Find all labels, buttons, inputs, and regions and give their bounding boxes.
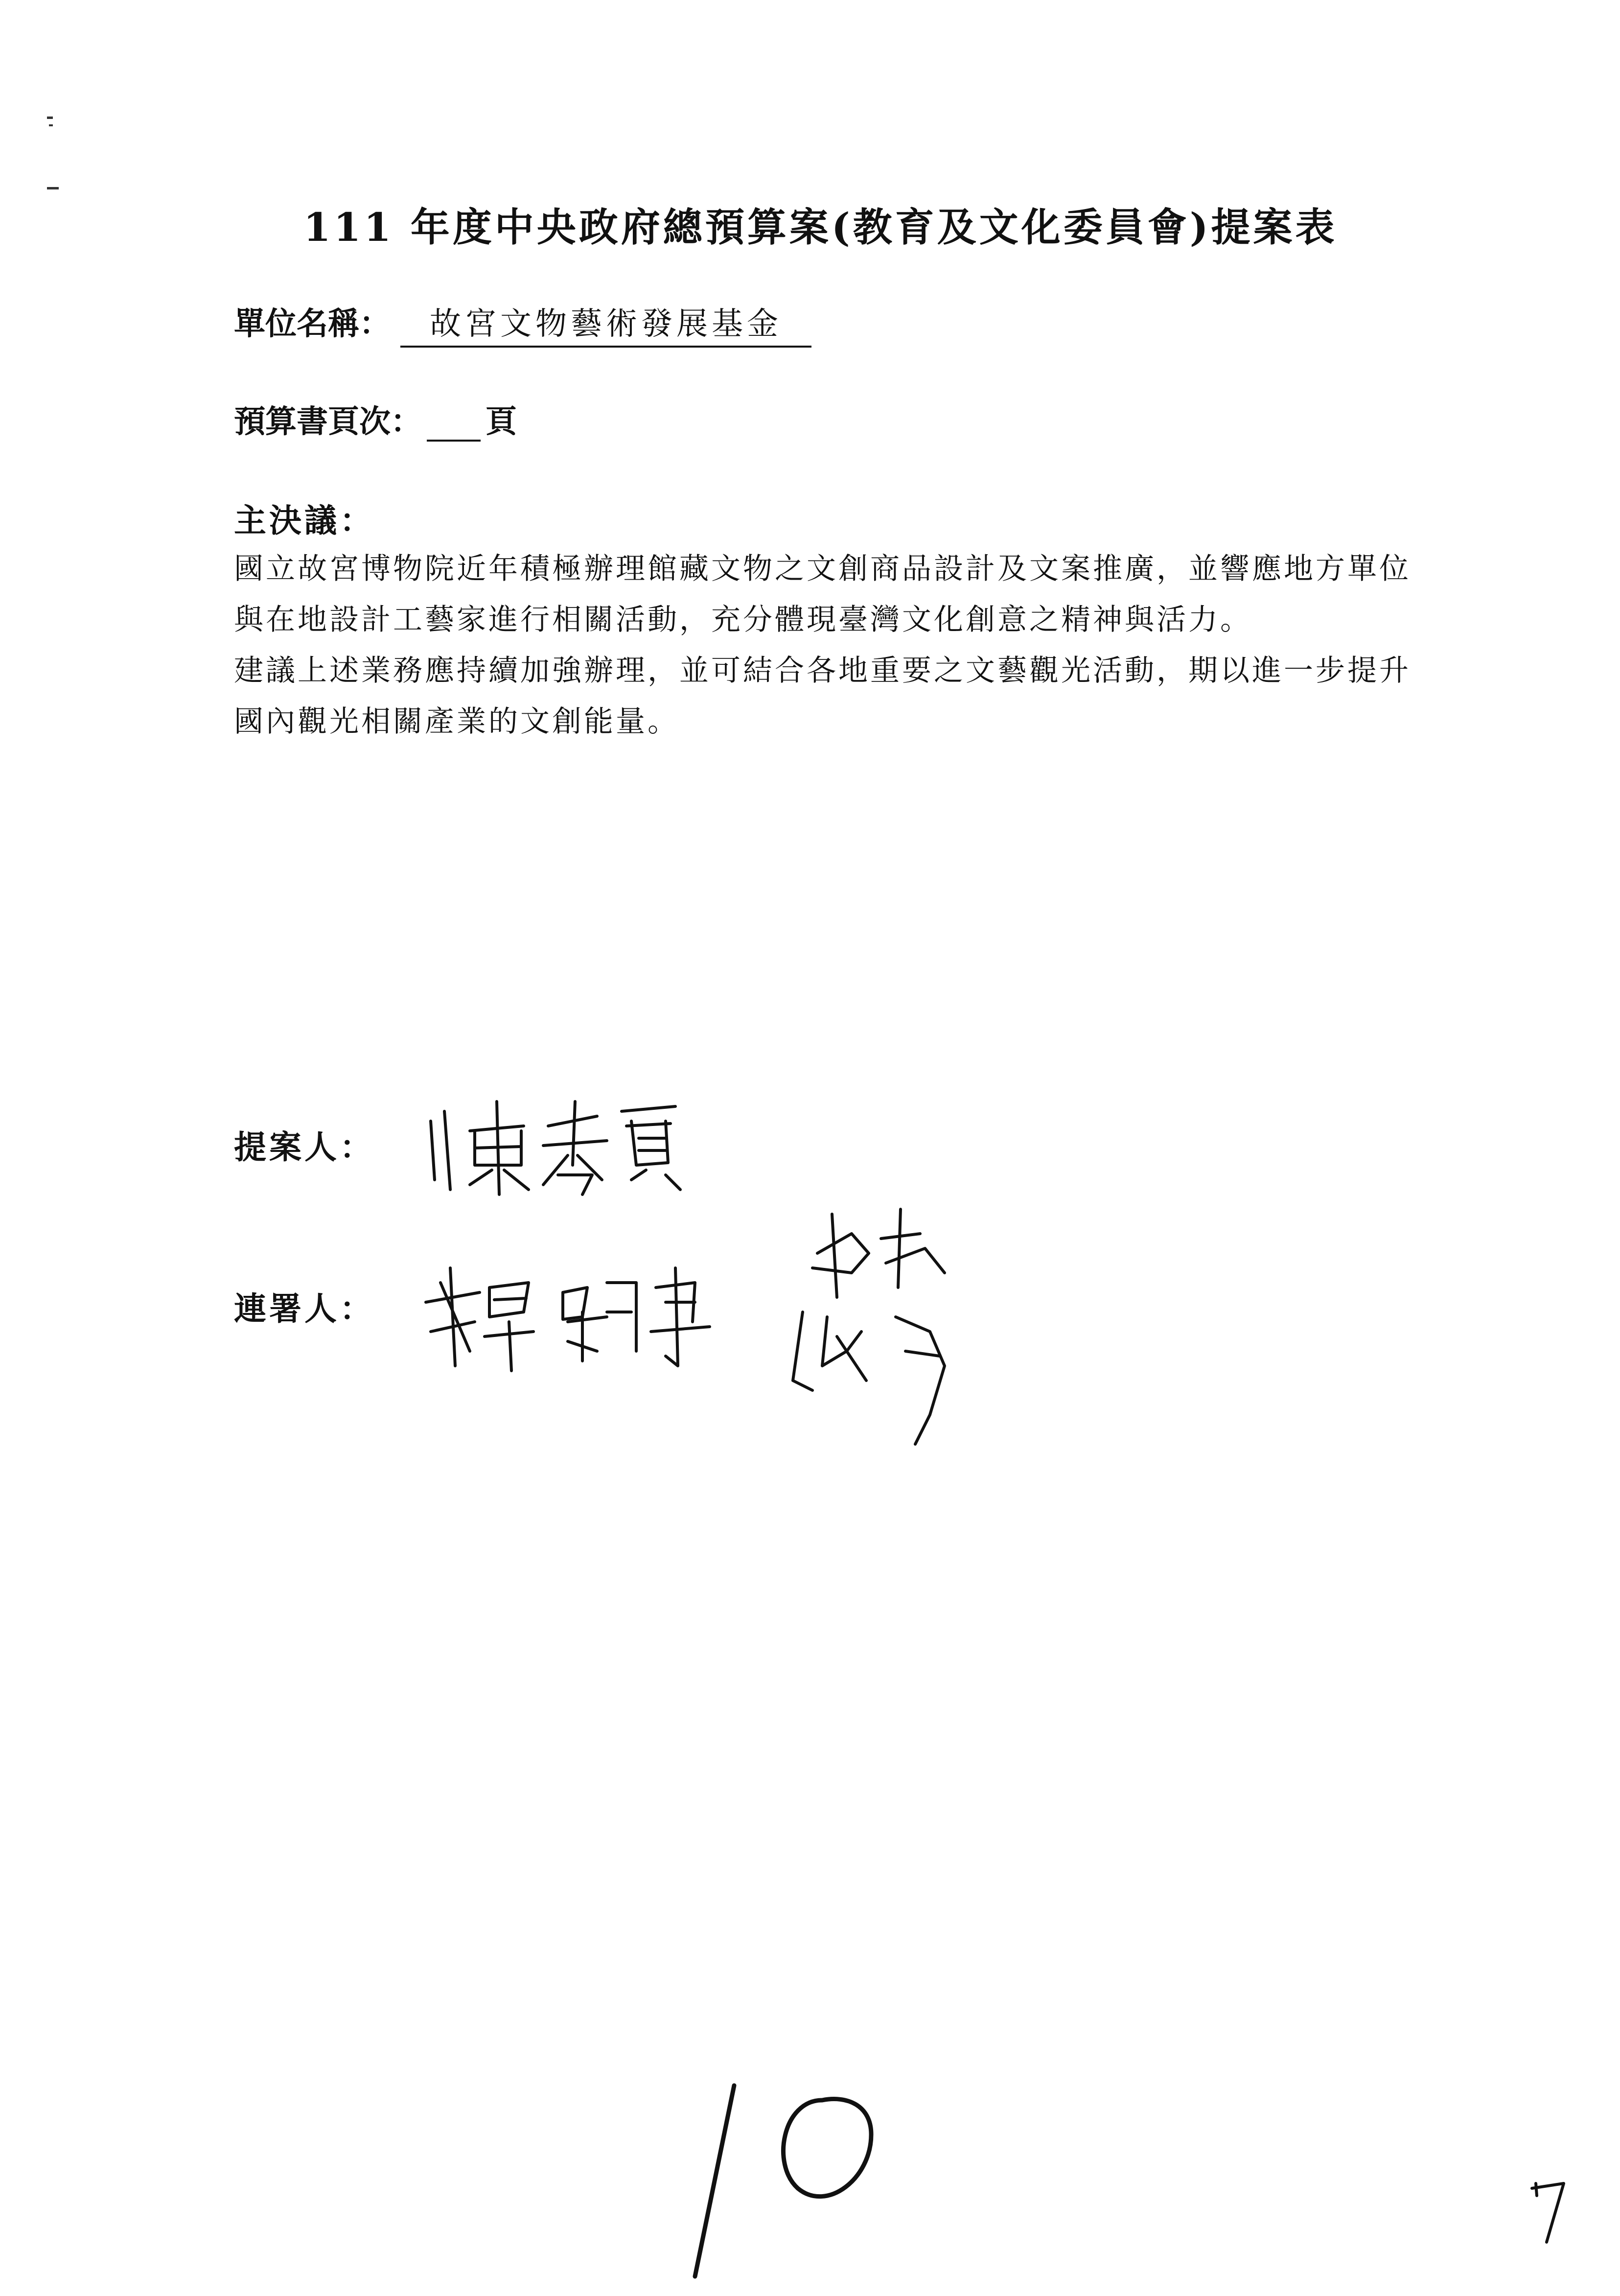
budget-page-blank (427, 410, 481, 442)
budget-page-suffix: 頁 (486, 404, 517, 440)
unit-name-label: 單位名稱： (234, 306, 391, 342)
resolution-heading: 主決議： (234, 502, 375, 539)
cosigner-signature (783, 1204, 989, 1459)
page-mark (1527, 2179, 1571, 2247)
budget-page-row (234, 397, 517, 442)
budget-page-label: 預算書頁次： (234, 404, 422, 440)
unit-name-value: 故宮文物藝術發展基金 (400, 299, 811, 348)
proposer-signature (421, 1092, 695, 1204)
cosigner-label: 連署人： (234, 1290, 375, 1328)
proposer-label: 提案人： (234, 1128, 375, 1166)
scan-mark (47, 117, 53, 119)
scan-mark (47, 187, 59, 189)
page-title: 111 年度中央政府總預算案(教育及文化委員會)提案表 (303, 204, 1338, 250)
resolution-body (234, 543, 1428, 747)
resolution-paragraph: 建議上述業務應持續加強辦理，並可結合各地重要之文藝觀光活動，期以進一步提升國內觀光相關產業的文創能量。 (234, 654, 1411, 739)
unit-name-row (234, 299, 811, 348)
scan-mark (49, 124, 53, 126)
resolution-paragraph: 國立故宮博物院近年積極辦理館藏文物之文創商品設計及文案推廣，並響應地方單位與在地設計工藝家進行相關活動，充分體現臺灣文化創意之精神與活力。 (234, 552, 1411, 637)
handwritten-page-number (666, 2071, 901, 2296)
cosigner-signature (421, 1253, 724, 1381)
